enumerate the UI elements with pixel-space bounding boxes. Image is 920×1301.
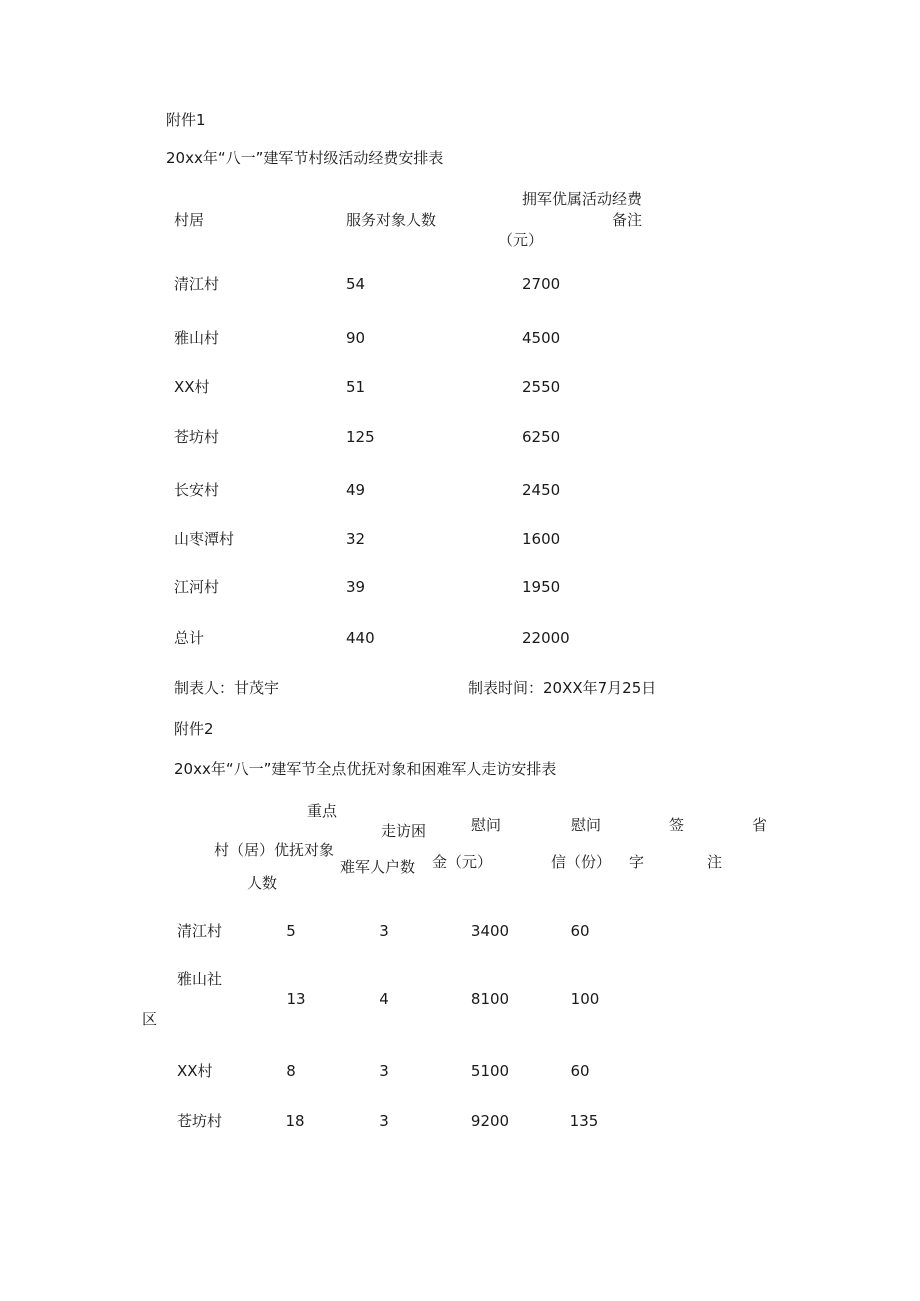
- cell-households: 4: [379, 990, 389, 1008]
- cell-village: XX村: [177, 1062, 213, 1080]
- attachment2-title: 20xx年“八一”建军节全点优抚对象和困难军人走访安排表: [174, 760, 557, 778]
- cell-key: 18: [285, 1112, 305, 1130]
- cell-funds: 6250: [522, 428, 561, 446]
- header-remarks: 备注: [612, 211, 643, 229]
- header-village: 村居: [174, 211, 205, 229]
- cell-funds: 1600: [522, 530, 561, 548]
- cell-funds: 2700: [522, 275, 561, 293]
- cell-funds: 22000: [522, 629, 570, 647]
- cell-village: 江河村: [174, 578, 220, 596]
- cell-funds: 2450: [522, 481, 561, 499]
- cell-count: 440: [346, 629, 375, 647]
- cell-count: 54: [346, 275, 366, 293]
- cell-village: 山枣潭村: [174, 530, 235, 548]
- cell-letters: 60: [570, 1062, 590, 1080]
- header-letter-line2: 信（份）: [551, 853, 612, 871]
- cell-count: 32: [346, 530, 366, 548]
- cell-count: 90: [346, 329, 366, 347]
- cell-letters: 135: [569, 1112, 599, 1130]
- cell-money: 3400: [470, 922, 510, 940]
- cell-village: 清江村: [174, 275, 220, 293]
- header-sign-line1: 签: [669, 816, 685, 834]
- cell-village: XX村: [174, 378, 210, 396]
- cell-count: 51: [346, 378, 366, 396]
- header-visit-line2: 难军人户数: [340, 858, 416, 876]
- cell-households: 3: [379, 1112, 389, 1130]
- header-money-line1: 慰问: [471, 816, 502, 834]
- cell-village: 苍坊村: [174, 428, 220, 446]
- header-remark-line1: 省: [752, 816, 768, 834]
- cell-village: 总计: [174, 629, 205, 647]
- header-money-line2: 金（元）: [432, 853, 493, 871]
- header-sign-line2: 字: [629, 853, 645, 871]
- header-key-line2: 村（居）优抚对象: [214, 841, 335, 859]
- attachment2-label: 附件2: [174, 720, 214, 738]
- cell-village: 雅山村: [174, 329, 220, 347]
- cell-village: 苍坊村: [177, 1112, 223, 1130]
- cell-letters: 100: [570, 990, 600, 1008]
- cell-money: 5100: [470, 1062, 510, 1080]
- cell-key: 8: [286, 1062, 296, 1080]
- cell-count: 125: [346, 428, 375, 446]
- header-funds: 拥军优属活动经费: [522, 190, 643, 208]
- prepared-date: 制表时间：20XX年7月25日: [468, 679, 657, 697]
- cell-households: 3: [379, 1062, 389, 1080]
- cell-funds: 2550: [522, 378, 561, 396]
- cell-key: 5: [286, 922, 296, 940]
- preparer: 制表人：甘茂宇: [174, 679, 280, 697]
- attachment1-title: 20xx年“八一”建军节村级活动经费安排表: [166, 149, 444, 167]
- cell-households: 3: [379, 922, 389, 940]
- header-key-line3: 人数: [247, 874, 278, 892]
- attachment1-label: 附件1: [166, 111, 206, 129]
- cell-funds: 4500: [522, 329, 561, 347]
- header-visit-line1: 走访困: [381, 822, 427, 840]
- header-letter-line1: 慰问: [571, 816, 602, 834]
- header-remark-line2: 注: [707, 853, 723, 871]
- cell-count: 39: [346, 578, 366, 596]
- cell-count: 49: [346, 481, 366, 499]
- cell-letters: 60: [570, 922, 590, 940]
- cell-village: 雅山社: [177, 970, 223, 988]
- header-funds-unit: （元）: [498, 231, 544, 249]
- cell-village: 长安村: [174, 481, 220, 499]
- cell-money: 9200: [470, 1112, 510, 1130]
- header-service-count: 服务对象人数: [346, 211, 437, 229]
- cell-village-wrap: 区: [142, 1010, 158, 1028]
- cell-money: 8100: [470, 990, 510, 1008]
- header-key-line1: 重点: [307, 802, 338, 820]
- cell-funds: 1950: [522, 578, 561, 596]
- cell-key: 13: [286, 990, 306, 1008]
- cell-village: 清江村: [177, 922, 223, 940]
